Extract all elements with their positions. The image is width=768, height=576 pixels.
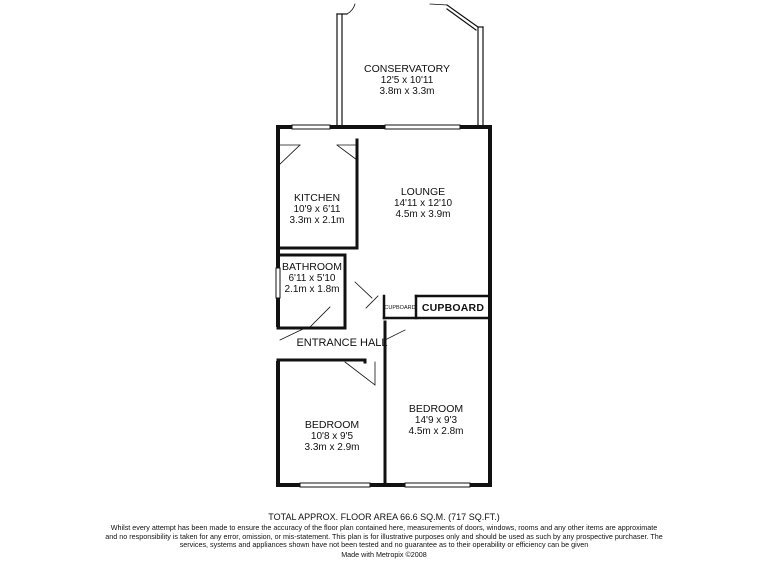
bathroom-metric: 2.1m x 1.8m (284, 284, 340, 295)
bedroom2-label (408, 403, 463, 437)
bedroom1-label (304, 419, 359, 453)
kitchen-label (289, 192, 344, 226)
cupboard-large-label: CUPBOARD (421, 302, 485, 314)
conservatory-imperial: 12'5 x 10'11 (380, 75, 434, 86)
lounge-metric: 4.5m x 3.9m (395, 209, 451, 220)
bathroom-name: BATHROOM (282, 261, 342, 273)
lounge-name: LOUNGE (400, 186, 446, 198)
kitchen-doors (279, 145, 357, 165)
bedroom2-name: BEDROOM (408, 403, 464, 415)
total-floor-area: TOTAL APPROX. FLOOR AREA 66.6 SQ.M. (717 SQ.FT.) (268, 512, 500, 522)
metropix-credit: Made with Metropix ©2008 (341, 549, 427, 559)
bedroom1-imperial: 10'8 x 9'5 (310, 431, 354, 442)
entrance-hall-label: ENTRANCE HALL (296, 337, 388, 349)
kitchen-name: KITCHEN (293, 192, 341, 204)
conservatory-label (364, 63, 450, 97)
cupboard-small-label: CUPBOARD (384, 305, 416, 311)
lounge-label (394, 186, 453, 220)
conservatory-metric: 3.8m x 3.3m (379, 86, 435, 97)
bedroom2-imperial: 14'9 x 9'3 (414, 415, 458, 426)
conservatory-door-arc (347, 4, 447, 14)
disclaimer-text: Whilst every attempt has been made to ensure the accuracy of the floor plan contained here, measurements of doors, windows, rooms and any other items are approximate and no responsibility is taken for any error, omission, or mis-statement. This plan is for illustrative purposes only and should be used as such by any prospective purchaser. The services, systems and appliances shown have not been tested and no guarantee as to their operability or efficiency can be given (105, 523, 663, 550)
conservatory-name: CONSERVATORY (364, 63, 450, 75)
footer (0, 512, 768, 559)
kitchen-metric: 3.3m x 2.1m (289, 215, 345, 226)
kitchen-imperial: 10'9 x 6'11 (293, 204, 341, 215)
bedroom2-metric: 4.5m x 2.8m (408, 426, 464, 437)
lounge-imperial: 14'11 x 12'10 (393, 198, 453, 209)
bedroom1-metric: 3.3m x 2.9m (304, 442, 360, 453)
cupboard-door (355, 282, 378, 308)
bedroom1-name: BEDROOM (304, 419, 360, 431)
bathroom-label (282, 261, 342, 295)
bathroom-imperial: 6'11 x 5'10 (288, 273, 336, 284)
bathroom-door (310, 307, 330, 327)
